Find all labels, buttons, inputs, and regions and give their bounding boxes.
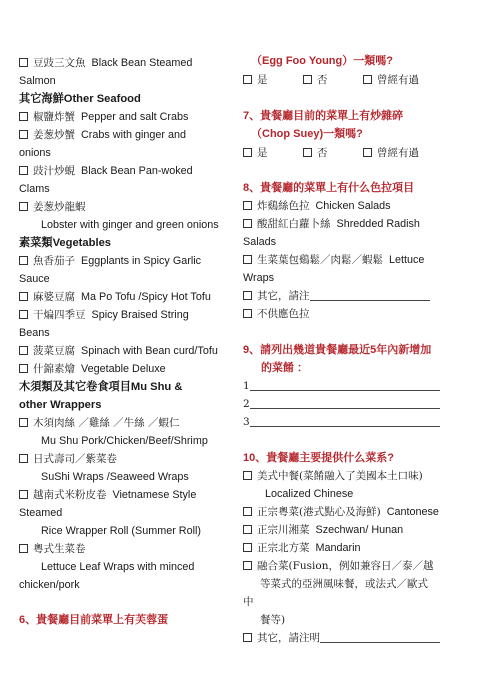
menu-item-ginger-crab: 姜葱炒蟹 Crabs with ginger and: [19, 129, 186, 142]
salad-item-none: 不供應色拉: [243, 308, 310, 321]
cuisine-item-other: 其它，請注明: [243, 632, 440, 645]
item-english: Localized Chinese: [265, 488, 354, 500]
item-english: Lettuce Leaf Wraps with minced: [41, 561, 195, 573]
checkbox[interactable]: [19, 256, 28, 265]
checkbox[interactable]: [243, 543, 252, 552]
checkbox[interactable]: [19, 310, 28, 319]
checkbox[interactable]: [19, 544, 28, 553]
salad-item-chicken: 炸鷄絲色拉 Chicken Salads: [243, 200, 391, 213]
checkbox[interactable]: [19, 364, 28, 373]
checkbox[interactable]: [19, 130, 28, 139]
checkbox[interactable]: [19, 166, 28, 175]
checkbox-no[interactable]: [303, 75, 312, 84]
menu-item-black-bean-salmon: 豆豉三文魚 Black Bean Steamed: [19, 57, 192, 70]
other-input-line[interactable]: [310, 300, 430, 301]
checkbox[interactable]: [19, 418, 28, 427]
salad-item-radish: 酸甜紅白蘿卜絲 Shredded Radish: [243, 218, 420, 231]
question-9: 9、請列出幾道貴餐廳最近5年內新增加: [243, 344, 432, 356]
checkbox[interactable]: [19, 292, 28, 301]
checkbox[interactable]: [19, 112, 28, 121]
menu-item-eggplant: 魚香茄子 Eggplants in Spicy Garlic: [19, 255, 201, 268]
menu-item-spinach: 菠菜豆腐 Spinach with Bean curd/Tofu: [19, 345, 218, 358]
checkbox-no[interactable]: [303, 148, 312, 157]
item-continuation: onions: [19, 147, 51, 159]
item-continuation: Rice Wrapper Roll (Summer Roll): [41, 525, 201, 537]
item-continuation: Steamed: [19, 507, 63, 519]
checkbox[interactable]: [243, 561, 252, 570]
menu-item-black-bean-clams: 豉汁炒蜆 Black Bean Pan-woked: [19, 165, 193, 178]
checkbox[interactable]: [243, 291, 252, 300]
checkbox[interactable]: [19, 58, 28, 67]
section-header-vegetables: 素菜類Vegetables: [19, 237, 112, 249]
checkbox[interactable]: [243, 507, 252, 516]
item-continuation: Salads: [243, 236, 277, 248]
cuisine-item-localized: 美式中餐(菜餚融入了美國本土口味): [243, 470, 423, 483]
salad-item-other: 其它，請注: [243, 290, 430, 303]
answer-input-line[interactable]: [250, 390, 440, 391]
menu-item-veg-deluxe: 什錦素燴 Vegetable Deluxe: [19, 363, 166, 376]
checkbox[interactable]: [243, 633, 252, 642]
checkbox-yes[interactable]: [243, 75, 252, 84]
section-header-mushu-cont: other Wrappers: [19, 399, 102, 411]
item-continuation: Clams: [19, 183, 50, 195]
checkbox[interactable]: [243, 219, 252, 228]
checkbox[interactable]: [19, 490, 28, 499]
salad-item-lettuce-wraps: 生菜葉包鷄鬆／肉鬆／蝦鬆 Lettuce: [243, 254, 424, 267]
cuisine-item-szechwan: 正宗川湘菜 Szechwan/ Hunan: [243, 524, 403, 537]
item-continuation: Beans: [19, 327, 50, 339]
menu-item-pepper-crab: 椒鹽炸蟹 Pepper and salt Crabs: [19, 111, 188, 124]
question-7-cont: （Chop Suey)一類嗎?: [251, 128, 363, 140]
checkbox[interactable]: [19, 202, 28, 211]
answer-line-3: 3: [243, 416, 440, 429]
question-8: 8、貴餐廳的菜單上有什么色拉項目: [243, 182, 415, 194]
cuisine-item-mandarin: 正宗北方菜 Mandarin: [243, 542, 361, 555]
item-english: SuShi Wraps /Seaweed Wraps: [41, 471, 189, 483]
menu-item-sushi: 日式壽司／紫菜卷: [19, 453, 117, 466]
answer-line-1: 1: [243, 380, 440, 393]
section-header-mushu: 木須類及其它卷食項目Mu Shu &: [19, 381, 183, 393]
item-continuation: 餐等): [260, 614, 286, 626]
menu-item-lobster: 姜葱炒龍蝦: [19, 201, 86, 214]
question-6: 6、貴餐廳目前菜單上有芙蓉蛋: [19, 614, 169, 626]
cuisine-item-fusion: 融合菜(Fusion，例如兼容日／泰／越: [243, 560, 433, 573]
checkbox-had-before[interactable]: [363, 75, 372, 84]
question-6-options: 是 否 曾經有過: [243, 74, 419, 87]
checkbox[interactable]: [19, 454, 28, 463]
menu-item-string-beans: 干煸四季豆 Spicy Braised String: [19, 309, 189, 322]
checkbox[interactable]: [243, 309, 252, 318]
checkbox[interactable]: [243, 201, 252, 210]
section-header-seafood: 其它海鮮Other Seafood: [19, 93, 141, 105]
item-continuation: Sauce: [19, 273, 50, 285]
answer-input-line[interactable]: [250, 408, 440, 409]
answer-line-2: 2: [243, 398, 440, 411]
item-continuation: Wraps: [243, 272, 274, 284]
question-7: 7、貴餐廳目前的菜單上有炒雜碎: [243, 110, 404, 122]
checkbox[interactable]: [243, 255, 252, 264]
menu-item-mushu: 木須肉絲 ／雞絲 ／牛絲 ／蝦仁: [19, 417, 180, 430]
cuisine-item-cantonese: 正宗粵菜(港式點心及海鮮) Cantonese: [243, 506, 439, 519]
answer-input-line[interactable]: [250, 426, 440, 427]
question-6-cont: （Egg Foo Young）一類嗎?: [251, 55, 393, 67]
question-10: 10、貴餐廳主要提供什么菜系?: [243, 452, 394, 464]
checkbox-yes[interactable]: [243, 148, 252, 157]
menu-item-mapo-tofu: 麻婆豆腐 Ma Po Tofu /Spicy Hot Tofu: [19, 291, 211, 304]
item-continuation: Salmon: [19, 75, 56, 87]
other-input-line[interactable]: [320, 642, 440, 643]
question-9-cont: 的菜餚 ：: [261, 362, 309, 374]
checkbox[interactable]: [243, 471, 252, 480]
item-english: Lobster with ginger and green onions: [41, 219, 219, 231]
item-continuation: chicken/pork: [19, 579, 80, 591]
question-7-options: 是 否 曾經有過: [243, 147, 419, 160]
checkbox[interactable]: [243, 525, 252, 534]
item-english: Mu Shu Pork/Chicken/Beef/Shrimp: [41, 435, 208, 447]
item-continuation: 中: [243, 596, 254, 608]
checkbox[interactable]: [19, 346, 28, 355]
checkbox-had-before[interactable]: [363, 148, 372, 157]
menu-item-lettuce-wraps: 粵式生菜卷: [19, 543, 86, 556]
item-continuation: 等菜式的亞洲風味餐，或法式／歐式: [260, 578, 428, 590]
menu-item-vietnamese-roll: 越南式米粉皮卷 Vietnamese Style: [19, 489, 196, 502]
